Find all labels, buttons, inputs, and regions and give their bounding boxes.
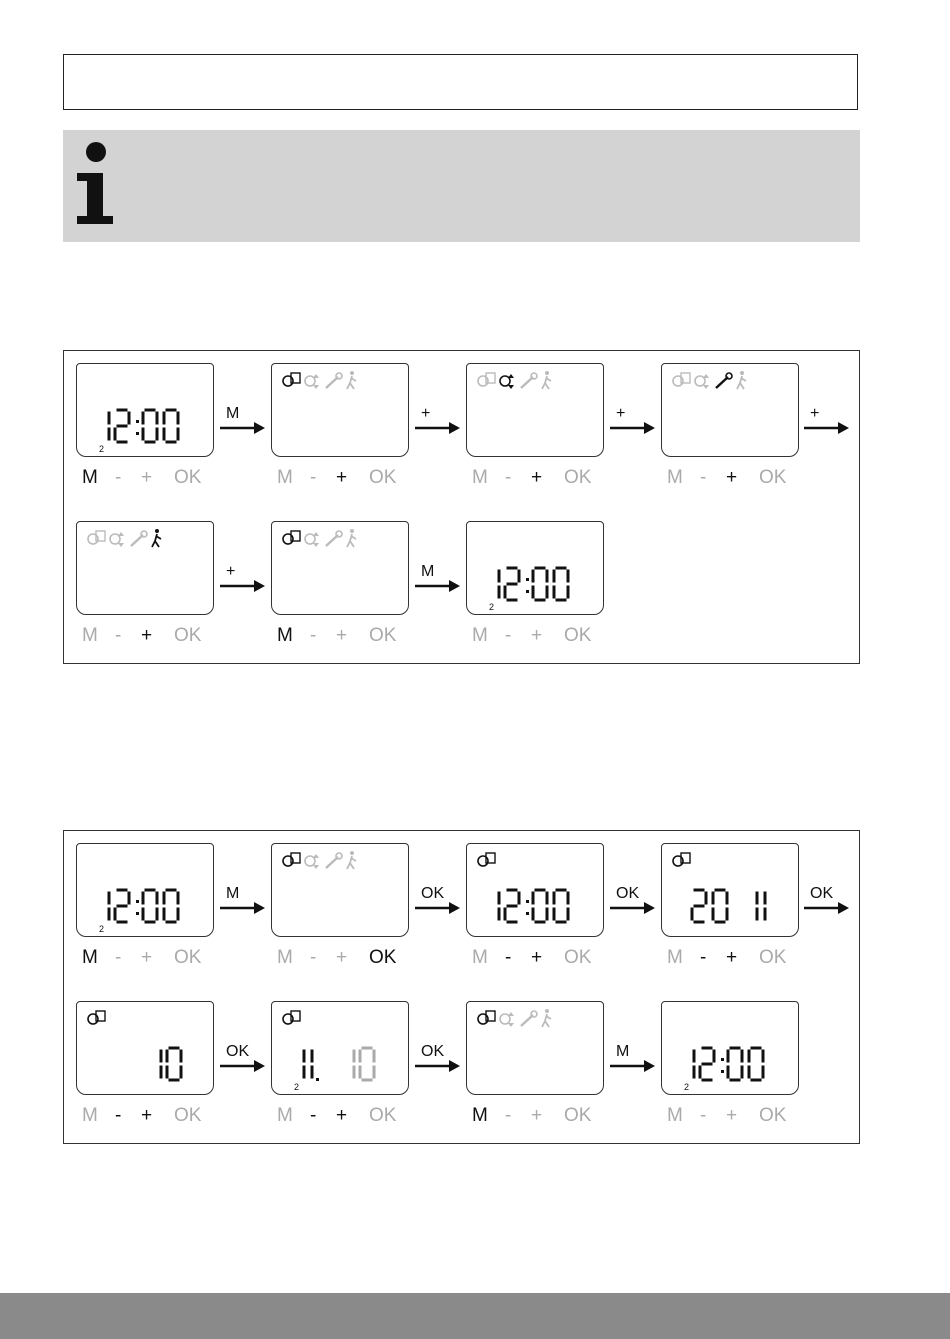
arrow-label: OK (421, 1043, 445, 1060)
arrow-right-icon (804, 421, 850, 435)
minus-button: - (115, 947, 122, 968)
updown-icon (695, 374, 709, 389)
header-box (63, 54, 858, 110)
lcd-graphic (77, 522, 215, 616)
arrow-right-icon (610, 421, 656, 435)
arrow-right-icon (415, 579, 461, 593)
clock-calendar-icon (283, 531, 300, 544)
minus-button: - (505, 625, 512, 646)
lcd-screen (76, 843, 214, 937)
lcd-graphic (77, 364, 215, 458)
clock-calendar-icon (88, 531, 105, 544)
button-row (273, 625, 413, 647)
minus-button: - (310, 947, 317, 968)
clock-calendar-icon (88, 1011, 105, 1024)
lcd-graphic (272, 1002, 410, 1096)
lcd-graphic (77, 1002, 215, 1096)
lcd-screen (76, 363, 214, 457)
plus-button: + (531, 1105, 543, 1126)
minus-button: - (115, 1105, 122, 1126)
lcd-screen (661, 1001, 799, 1095)
svg-text:2: 2 (99, 924, 105, 934)
walker-icon (737, 371, 746, 389)
m-button: M (472, 467, 488, 488)
wrench-icon (716, 373, 732, 388)
lcd-graphic (272, 364, 410, 458)
m-button: M (472, 1105, 488, 1126)
svg-text:2: 2 (99, 444, 105, 454)
clock-calendar-icon (478, 373, 495, 386)
walker-icon (347, 371, 356, 389)
m-button: M (277, 467, 293, 488)
arrow-label: OK (810, 885, 834, 902)
button-row (663, 1105, 803, 1127)
arrow-label: M (226, 885, 240, 902)
plus-button: + (726, 1105, 738, 1126)
minus-button: - (310, 467, 317, 488)
display-step (271, 1001, 421, 1151)
button-row (468, 1105, 608, 1127)
minus-button: - (505, 467, 512, 488)
arrow-step (415, 563, 461, 597)
minus-button: - (505, 1105, 512, 1126)
arrow-label: OK (616, 885, 640, 902)
arrow-step (220, 563, 266, 597)
m-button: M (472, 625, 488, 646)
m-button: M (667, 947, 683, 968)
button-row (273, 1105, 413, 1127)
arrow-step (220, 405, 266, 439)
minus-button: - (505, 947, 512, 968)
arrow-label: + (810, 405, 820, 422)
plus-button: + (531, 625, 543, 646)
plus-button: + (141, 1105, 153, 1126)
button-row (663, 947, 803, 969)
lcd-screen (466, 363, 604, 457)
ok-button: OK (564, 625, 592, 646)
plus-button: + (726, 467, 738, 488)
plus-button: + (336, 1105, 348, 1126)
arrow-label: + (421, 405, 431, 422)
m-button: M (82, 947, 98, 968)
m-button: M (277, 1105, 293, 1126)
arrow-right-icon (415, 421, 461, 435)
display-step (76, 363, 226, 513)
ok-button: OK (759, 947, 787, 968)
lcd-graphic (77, 844, 215, 938)
lcd-screen (76, 521, 214, 615)
display-step (661, 1001, 811, 1151)
lcd-screen (661, 843, 799, 937)
plus-button: + (336, 467, 348, 488)
display-step (466, 521, 616, 671)
arrow-step (610, 405, 656, 439)
minus-button: - (700, 467, 707, 488)
updown-icon (305, 374, 319, 389)
button-row (663, 467, 803, 489)
m-button: M (667, 1105, 683, 1126)
minus-button: - (700, 947, 707, 968)
display-step (271, 843, 421, 993)
arrow-step (415, 405, 461, 439)
lcd-graphic (272, 844, 410, 938)
button-row (78, 1105, 218, 1127)
plus-button: + (531, 467, 543, 488)
updown-icon (500, 374, 514, 389)
clock-calendar-icon (673, 853, 690, 866)
svg-text:2: 2 (684, 1082, 690, 1092)
lcd-screen (466, 521, 604, 615)
arrow-label: OK (226, 1043, 250, 1060)
clock-calendar-icon (673, 373, 690, 386)
ok-button: OK (759, 467, 787, 488)
panel-set-time (63, 830, 860, 1144)
lcd-graphic (467, 844, 605, 938)
arrow-label: M (421, 563, 435, 580)
m-button: M (472, 947, 488, 968)
wrench-icon (521, 373, 537, 388)
wrench-icon (326, 373, 342, 388)
arrow-step (804, 885, 850, 919)
ok-button: OK (369, 467, 397, 488)
clock-calendar-icon (478, 1011, 495, 1024)
ok-button: OK (174, 947, 202, 968)
button-row (78, 625, 218, 647)
arrow-right-icon (415, 901, 461, 915)
lcd-screen (466, 1001, 604, 1095)
wrench-icon (326, 531, 342, 546)
wrench-icon (521, 1011, 537, 1026)
lcd-graphic (467, 364, 605, 458)
minus-button: - (700, 1105, 707, 1126)
ok-button: OK (564, 467, 592, 488)
button-row (468, 625, 608, 647)
arrow-right-icon (610, 1059, 656, 1073)
ok-button: OK (174, 1105, 202, 1126)
arrow-step (220, 885, 266, 919)
svg-text:2: 2 (294, 1082, 300, 1092)
ok-button: OK (174, 467, 202, 488)
arrow-label: + (616, 405, 626, 422)
lcd-screen (271, 363, 409, 457)
walker-icon (542, 1009, 551, 1027)
display-step (661, 843, 811, 993)
arrow-step (415, 885, 461, 919)
button-row (468, 947, 608, 969)
arrow-step (804, 405, 850, 439)
display-step (271, 363, 421, 513)
lcd-graphic (662, 1002, 800, 1096)
lcd-graphic (662, 844, 800, 938)
panel-settings-menu (63, 350, 860, 664)
walker-icon (152, 529, 161, 547)
display-step (466, 363, 616, 513)
button-row (468, 467, 608, 489)
plus-button: + (141, 947, 153, 968)
lcd-screen (76, 1001, 214, 1095)
walker-icon (347, 851, 356, 869)
display-step (76, 521, 226, 671)
arrow-right-icon (220, 579, 266, 593)
plus-button: + (726, 947, 738, 968)
m-button: M (82, 467, 98, 488)
ok-button: OK (564, 1105, 592, 1126)
lcd-screen (271, 521, 409, 615)
lcd-screen (661, 363, 799, 457)
display-step (466, 843, 616, 993)
updown-icon (305, 854, 319, 869)
display-step (76, 1001, 226, 1151)
display-step (661, 363, 811, 513)
minus-button: - (310, 625, 317, 646)
plus-button: + (531, 947, 543, 968)
lcd-screen (271, 843, 409, 937)
ok-button: OK (564, 947, 592, 968)
button-row (78, 947, 218, 969)
ok-button: OK (369, 625, 397, 646)
updown-icon (305, 532, 319, 547)
ok-button: OK (174, 625, 202, 646)
walker-icon (542, 371, 551, 389)
display-step (271, 521, 421, 671)
updown-icon (110, 532, 124, 547)
wrench-icon (326, 853, 342, 868)
ok-button: OK (369, 1105, 397, 1126)
ok-button: OK (759, 1105, 787, 1126)
arrow-label: + (226, 563, 236, 580)
minus-button: - (115, 625, 122, 646)
wrench-icon (131, 531, 147, 546)
walker-icon (347, 529, 356, 547)
footer-bar (0, 1293, 950, 1339)
clock-calendar-icon (283, 853, 300, 866)
m-button: M (82, 1105, 98, 1126)
plus-button: + (141, 625, 153, 646)
m-button: M (667, 467, 683, 488)
arrow-step (220, 1043, 266, 1077)
ok-button: OK (369, 947, 397, 968)
arrow-right-icon (415, 1059, 461, 1073)
m-button: M (277, 947, 293, 968)
clock-calendar-icon (478, 853, 495, 866)
arrow-right-icon (220, 1059, 266, 1073)
arrow-label: M (616, 1043, 630, 1060)
lcd-graphic (467, 1002, 605, 1096)
plus-button: + (336, 947, 348, 968)
info-box (63, 130, 860, 242)
button-row (78, 467, 218, 489)
m-button: M (277, 625, 293, 646)
arrow-label: OK (421, 885, 445, 902)
display-step (466, 1001, 616, 1151)
arrow-step (415, 1043, 461, 1077)
lcd-graphic (467, 522, 605, 616)
arrow-right-icon (804, 901, 850, 915)
arrow-right-icon (220, 901, 266, 915)
lcd-screen (466, 843, 604, 937)
clock-calendar-icon (283, 373, 300, 386)
svg-text:2: 2 (489, 602, 495, 612)
lcd-graphic (662, 364, 800, 458)
arrow-step (610, 885, 656, 919)
clock-calendar-icon (283, 1011, 300, 1024)
m-button: M (82, 625, 98, 646)
plus-button: + (141, 467, 153, 488)
arrow-label: M (226, 405, 240, 422)
info-icon (71, 138, 131, 228)
display-step (76, 843, 226, 993)
minus-button: - (310, 1105, 317, 1126)
arrow-right-icon (220, 421, 266, 435)
updown-icon (500, 1012, 514, 1027)
plus-button: + (336, 625, 348, 646)
lcd-graphic (272, 522, 410, 616)
arrow-right-icon (610, 901, 656, 915)
button-row (273, 467, 413, 489)
minus-button: - (115, 467, 122, 488)
arrow-step (610, 1043, 656, 1077)
button-row (273, 947, 413, 969)
lcd-screen (271, 1001, 409, 1095)
